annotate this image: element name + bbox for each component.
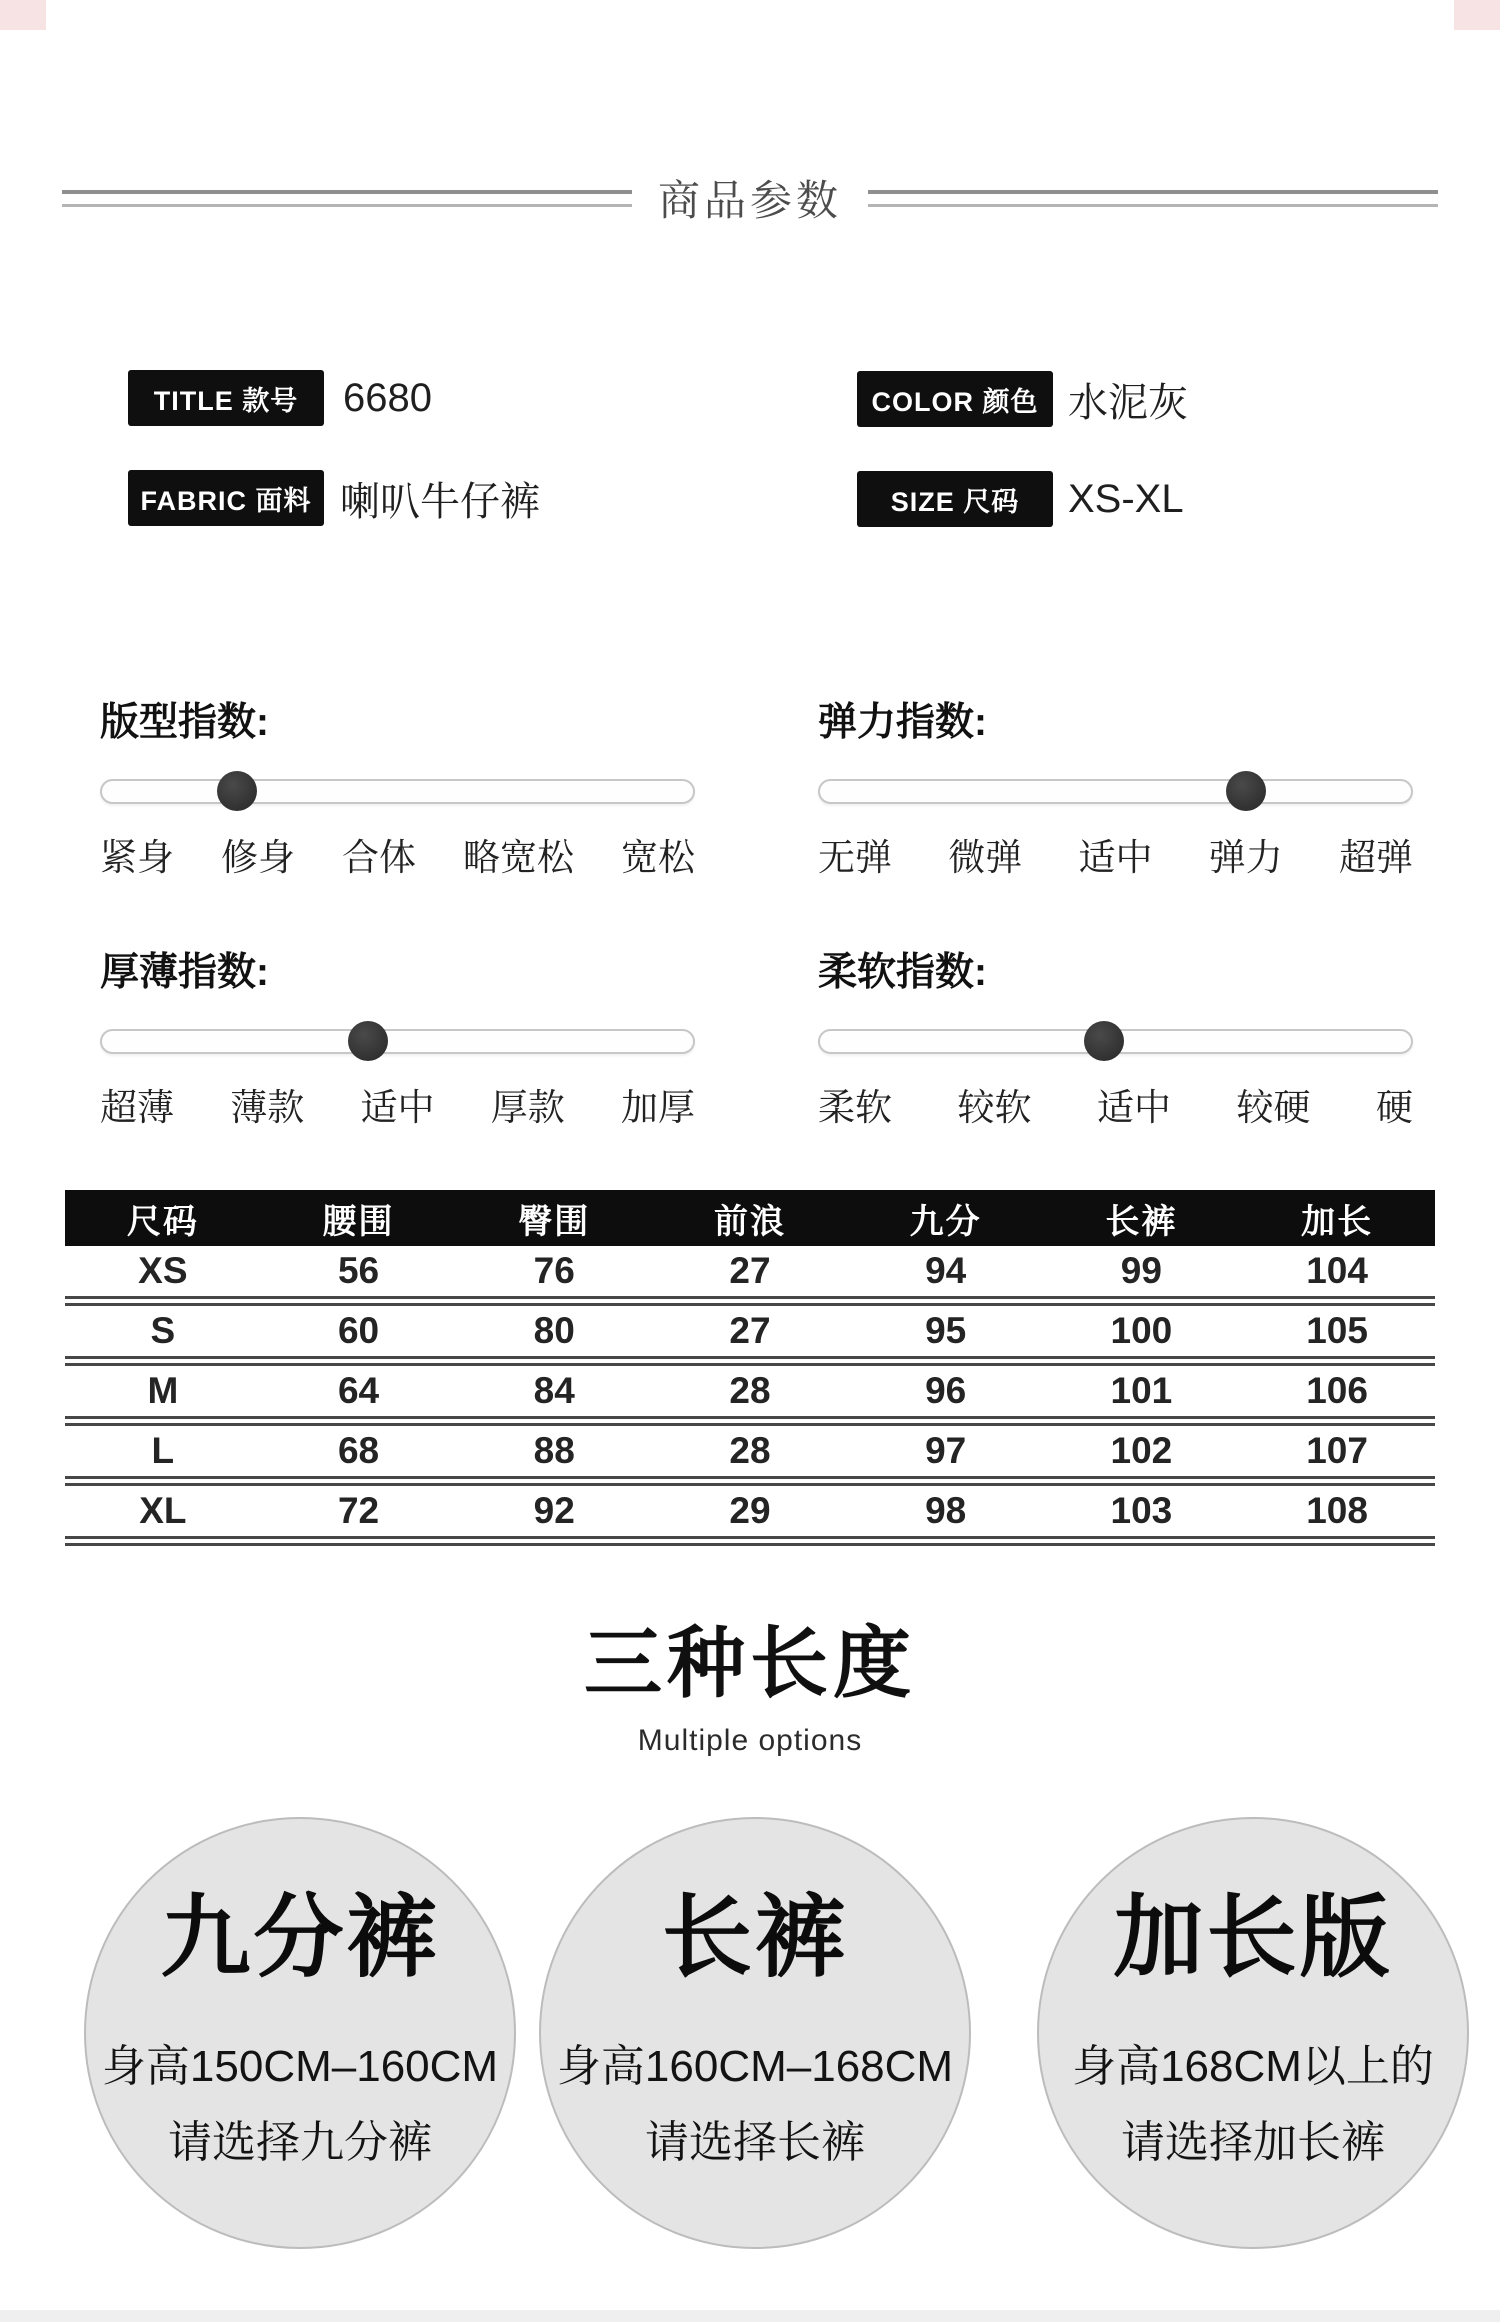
header-divider-left (62, 190, 632, 207)
bottom-edge-strip (0, 2310, 1500, 2322)
column-header: 尺码 (65, 1190, 261, 1246)
cell: 27 (652, 1246, 848, 1301)
table-row (65, 1246, 1435, 1301)
param-value-title: 6680 (343, 375, 432, 420)
cell: 97 (848, 1421, 1044, 1481)
cell: 28 (652, 1361, 848, 1421)
option-name: 加长版 (1113, 1888, 1393, 1988)
slider-thickness (100, 1021, 695, 1061)
scale-label: 宽松 (621, 836, 695, 878)
scale-label: 较软 (957, 1086, 1032, 1128)
cell: 101 (1044, 1361, 1240, 1421)
column-header: 九分 (848, 1190, 1044, 1246)
option-advice: 请选择九分裤 (168, 2118, 432, 2167)
cell: 104 (1239, 1246, 1435, 1301)
scale-label: 适中 (360, 1086, 435, 1128)
scale-label: 适中 (1097, 1086, 1171, 1128)
top-left-corner-artifact (0, 0, 46, 30)
length-option-long (539, 1817, 971, 2249)
slider-thumb (1226, 771, 1266, 811)
param-value-size: XS-XL (1068, 476, 1184, 521)
cell: 72 (261, 1481, 457, 1541)
cell: 28 (652, 1421, 848, 1481)
cell: 96 (848, 1361, 1044, 1421)
scale-label: 超薄 (100, 1086, 174, 1128)
scale-label: 超弹 (1339, 836, 1413, 878)
top-right-corner-artifact (1454, 0, 1500, 30)
scale-label: 无弹 (818, 836, 892, 878)
scale-label: 紧身 (100, 836, 174, 878)
table-row (65, 1361, 1435, 1421)
option-height-range: 身高168CM以上的 (1072, 2042, 1434, 2091)
table-row (65, 1481, 1435, 1541)
length-section-subtitle: Multiple options (637, 1724, 863, 1757)
param-value-color: 水泥灰 (1068, 380, 1188, 425)
scale-label: 加厚 (621, 1086, 695, 1128)
table-row (65, 1421, 1435, 1481)
slider-scale-labels (100, 1077, 695, 1131)
cell: 92 (456, 1481, 652, 1541)
index-title-softness: 柔软指数: (818, 951, 987, 994)
page-title: 商品参数 (658, 177, 843, 224)
cell: 105 (1239, 1301, 1435, 1361)
option-advice: 请选择加长裤 (1121, 2118, 1385, 2167)
param-label-title: TITLE 款号 (128, 370, 324, 426)
cell: 88 (456, 1421, 652, 1481)
slider-track (818, 779, 1413, 804)
scale-label: 微弹 (948, 836, 1023, 878)
option-advice: 请选择长裤 (645, 2118, 865, 2167)
column-header: 腰围 (261, 1190, 457, 1246)
slider-thumb (217, 771, 257, 811)
cell: 106 (1239, 1361, 1435, 1421)
column-header: 前浪 (652, 1190, 848, 1246)
scale-label: 修身 (221, 836, 295, 878)
column-header: 臀围 (456, 1190, 652, 1246)
slider-scale-labels (100, 827, 695, 881)
scale-label: 柔软 (818, 1086, 892, 1128)
scale-label: 略宽松 (463, 836, 574, 878)
cell: 60 (261, 1301, 457, 1361)
index-block-elasticity (818, 700, 1413, 881)
cell: 27 (652, 1301, 848, 1361)
param-label-size: SIZE 尺码 (857, 471, 1053, 527)
cell: 103 (1044, 1481, 1240, 1541)
column-header: 加长 (1239, 1190, 1435, 1246)
index-title-fit: 版型指数: (100, 701, 269, 744)
slider-scale-labels (818, 827, 1413, 881)
cell: 107 (1239, 1421, 1435, 1481)
scale-label: 厚款 (490, 1086, 565, 1128)
section-header (62, 168, 1438, 228)
cell: 80 (456, 1301, 652, 1361)
slider-thumb (348, 1021, 388, 1061)
cell-size: M (65, 1361, 261, 1421)
cell-size: XL (65, 1481, 261, 1541)
option-name: 九分裤 (160, 1888, 440, 1988)
column-header: 长裤 (1044, 1190, 1240, 1246)
cell: 56 (261, 1246, 457, 1301)
cell-size: S (65, 1301, 261, 1361)
slider-elasticity (818, 771, 1413, 811)
cell: 94 (848, 1246, 1044, 1301)
index-block-thickness (100, 950, 695, 1131)
slider-scale-labels (818, 1077, 1413, 1131)
cell: 108 (1239, 1481, 1435, 1541)
slider-thumb (1084, 1021, 1124, 1061)
slider-track (100, 1029, 695, 1054)
slider-track (100, 779, 695, 804)
cell: 29 (652, 1481, 848, 1541)
scale-label: 硬 (1376, 1086, 1413, 1128)
cell: 64 (261, 1361, 457, 1421)
size-chart-table (65, 1190, 1435, 1546)
slider-fit (100, 771, 695, 811)
scale-label: 弹力 (1208, 836, 1283, 878)
table-row (65, 1301, 1435, 1361)
cell: 84 (456, 1361, 652, 1421)
index-block-fit (100, 700, 695, 881)
length-section-title: 三种长度 (583, 1619, 916, 1707)
cell: 102 (1044, 1421, 1240, 1481)
index-block-softness (818, 950, 1413, 1131)
param-label-fabric: FABRIC 面料 (128, 470, 324, 526)
cell-size: XS (65, 1246, 261, 1301)
cell: 95 (848, 1301, 1044, 1361)
scale-label: 合体 (342, 836, 416, 878)
length-option-extended (1037, 1817, 1469, 2249)
option-height-range: 身高160CM–168CM (556, 2042, 954, 2091)
cell-size: L (65, 1421, 261, 1481)
scale-label: 较硬 (1236, 1086, 1311, 1128)
cell: 100 (1044, 1301, 1240, 1361)
header-divider-right (868, 190, 1438, 207)
length-option-ankle (84, 1817, 516, 2249)
param-value-fabric: 喇叭牛仔裤 (340, 479, 540, 524)
cell: 99 (1044, 1246, 1240, 1301)
param-label-color: COLOR 颜色 (857, 371, 1053, 427)
slider-softness (818, 1021, 1413, 1061)
scale-label: 薄款 (230, 1086, 305, 1128)
cell: 98 (848, 1481, 1044, 1541)
option-name: 长裤 (662, 1888, 848, 1988)
index-title-elasticity: 弹力指数: (818, 701, 987, 744)
option-height-range: 身高150CM–160CM (101, 2042, 499, 2091)
scale-label: 适中 (1078, 836, 1153, 878)
cell: 68 (261, 1421, 457, 1481)
table-header-row (65, 1190, 1435, 1246)
index-title-thickness: 厚薄指数: (100, 951, 269, 994)
cell: 76 (456, 1246, 652, 1301)
